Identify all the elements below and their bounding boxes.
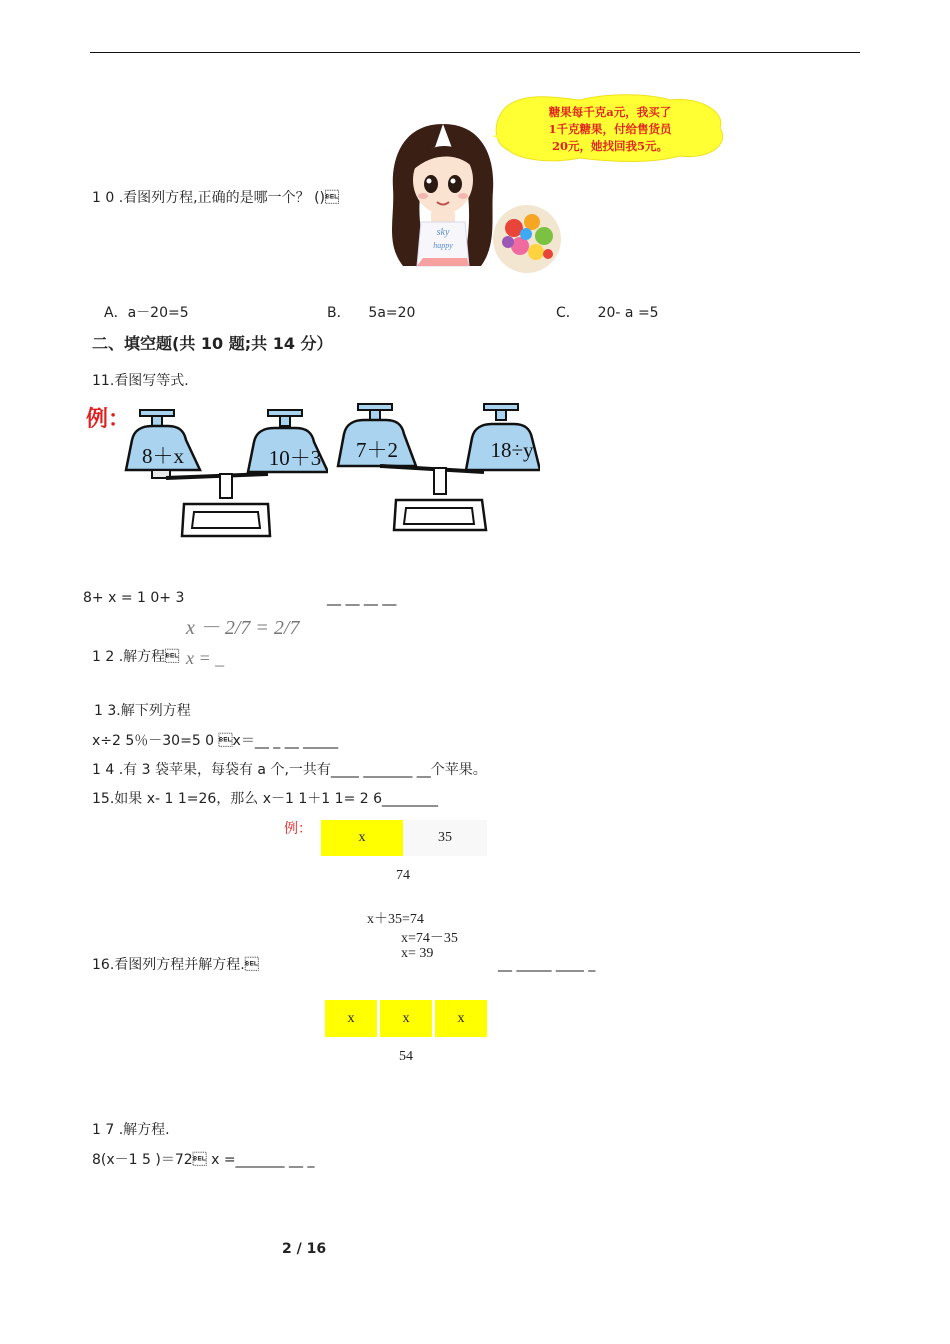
balance-scale-example — [118, 408, 328, 540]
q14-text[interactable]: 1 4 .有 3 袋苹果，每袋有 a 个,一共有____ _______ __个苹果。 — [92, 762, 487, 778]
candy-bowl-image — [490, 202, 564, 276]
option-c-text: 20- a =5 — [597, 305, 659, 321]
q15-text[interactable]: 15.如果 x- 1 1=26，那么 x－1 1＋1 1= 2 6________ — [92, 791, 439, 807]
q16-solution-line-2: x=74－35 — [401, 931, 458, 946]
q16-x-box-2: x — [380, 1000, 432, 1037]
q16-example-label: 例： — [284, 821, 312, 837]
header-rule — [90, 52, 860, 53]
option-c-label: C． — [556, 305, 580, 321]
q12-answer-line[interactable]: x = _ — [186, 648, 225, 668]
option-b-label: B． — [327, 305, 351, 321]
svg-text:18÷y: 18÷y — [490, 438, 534, 462]
bubble-line-3: 20元，她找回我5元。 — [551, 139, 668, 153]
q17-equation[interactable]: 8(x－1 5 )＝72 x =_______ __ _ — [92, 1152, 315, 1168]
speech-bubble-text — [504, 104, 716, 155]
q10-option-b[interactable] — [327, 302, 415, 322]
q10-option-a[interactable] — [104, 302, 189, 322]
page-number: 2 / 16 — [282, 1241, 327, 1257]
q11-example-label: 例： — [86, 407, 131, 432]
bubble-line-2: 1千克糖果，付给售货员 — [548, 122, 672, 136]
q17-prompt: 1 7 .解方程. — [92, 1122, 170, 1138]
q16-solution-line-3: x= 39 — [401, 946, 434, 961]
q13-prompt: 1 3.解下列方程 — [94, 703, 191, 719]
q16-x-box-3: x — [435, 1000, 487, 1037]
q16-total: 54 — [399, 1049, 413, 1064]
q12-equation-image: x － 2/7 = 2/7 — [186, 617, 300, 639]
girl-illustration — [383, 118, 503, 270]
svg-text:8＋x: 8＋x — [142, 444, 184, 468]
q10-option-c[interactable] — [556, 302, 659, 322]
q10-question: 1 0 .看图列方程,正确的是哪一个？ () — [92, 190, 339, 206]
svg-text:sky: sky — [436, 227, 450, 238]
q16-solution-line-1: x＋35=74 — [367, 912, 424, 927]
svg-text:7＋2: 7＋2 — [356, 438, 398, 462]
q11-prompt: 11.看图写等式. — [92, 373, 189, 389]
q16-prompt: 16.看图列方程并解方程. — [92, 957, 259, 973]
bubble-line-1: 糖果每千克a元，我买了 — [548, 105, 672, 119]
q16-answer-blank[interactable]: __ _____ ____ _ — [498, 956, 596, 972]
svg-text:happy: happy — [433, 241, 453, 250]
q11-answer-example: 8+ x = 1 0+ 3 — [83, 590, 185, 606]
q11-answer-blank[interactable]: __ __ __ __ — [327, 590, 397, 606]
q16-example-35-box: 35 — [403, 820, 487, 856]
q16-example-x-box: x — [321, 820, 403, 856]
q12-prompt: 1 2 .解方程 — [92, 649, 180, 665]
section-2-heading: 二、填空题(共 10 题;共 14 分） — [92, 334, 333, 353]
svg-text:10＋3: 10＋3 — [268, 446, 322, 470]
q16-x-box-1: x — [325, 1000, 377, 1037]
q13-equation[interactable]: x÷2 5％－30=5 0 x＝__ _ __ _____ — [92, 733, 339, 749]
balance-scale-question — [334, 402, 540, 534]
option-b-text: 5a=20 — [368, 305, 416, 321]
q16-example-total: 74 — [396, 868, 410, 883]
option-a-text: a－20=5 — [127, 305, 189, 321]
option-a-label: A． — [104, 305, 128, 321]
